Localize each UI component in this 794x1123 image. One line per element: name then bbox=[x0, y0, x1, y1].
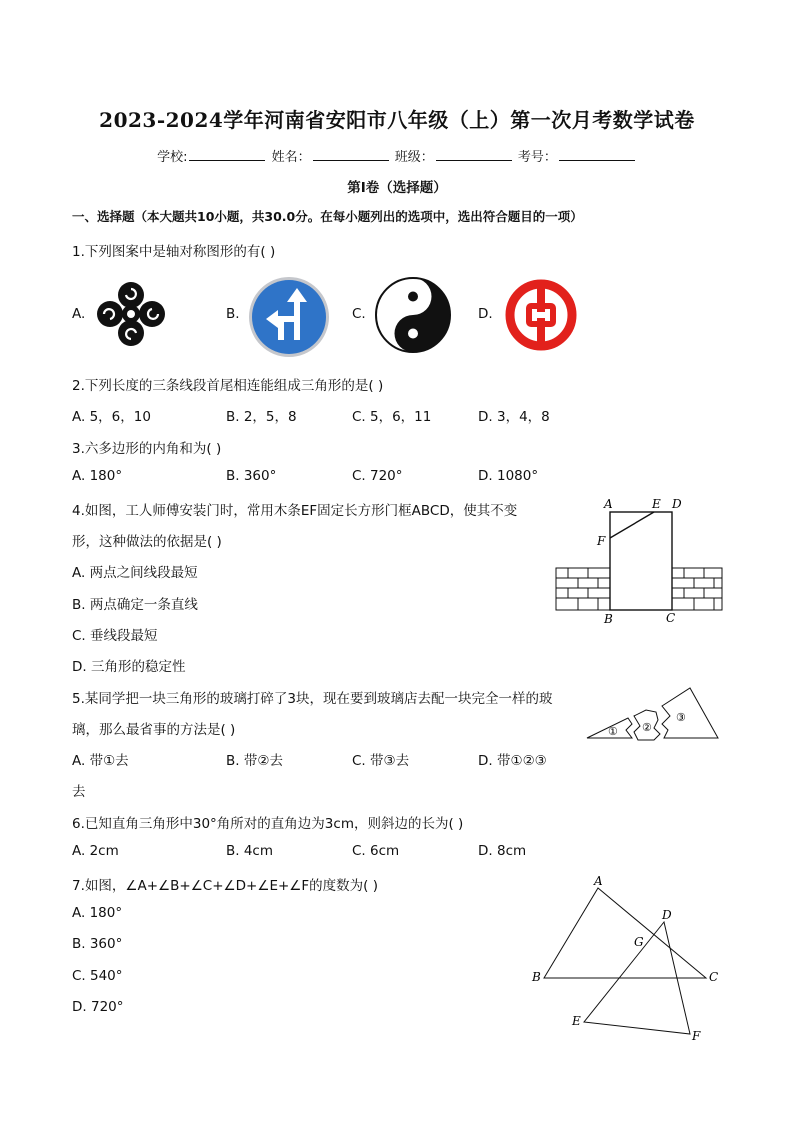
class-label: 班级： bbox=[394, 150, 434, 165]
school-blank[interactable] bbox=[189, 148, 265, 161]
q4-option-d: D. 三角形的稳定性 bbox=[72, 659, 186, 675]
q7-label-f: F bbox=[692, 1029, 701, 1043]
question-5-stem-line-2: 璃，那么最省事的方法是( ) bbox=[72, 722, 236, 738]
q3-option-c: C. 720° bbox=[352, 468, 403, 484]
school-label: 学校: bbox=[157, 150, 188, 165]
q7-option-b: B. 360° bbox=[72, 936, 123, 952]
q5-option-a: A. 带①去 bbox=[72, 753, 129, 769]
q4-label-a: A bbox=[604, 497, 613, 511]
question-4-stem-line-2: 形，这种做法的依据是( ) bbox=[72, 534, 222, 550]
broken-glass-figure bbox=[584, 684, 722, 742]
q6-option-b: B. 4cm bbox=[226, 843, 274, 859]
q7-label-c: C bbox=[709, 970, 719, 984]
q6-option-c: C. 6cm bbox=[352, 843, 400, 859]
question-6-stem: 6.已知直角三角形中30°角所对的直角边为3cm，则斜边的长为( ) bbox=[72, 816, 464, 832]
q7-option-c: C. 540° bbox=[72, 968, 123, 984]
name-label: 姓名： bbox=[271, 150, 311, 165]
question-3-stem: 3.六多边形的内角和为( ) bbox=[72, 441, 222, 457]
q4-label-d: D bbox=[672, 497, 682, 511]
name-blank[interactable] bbox=[313, 148, 389, 161]
swirl-knot-icon bbox=[90, 281, 172, 347]
q4-label-b: B bbox=[604, 612, 613, 626]
q7-label-g: G bbox=[634, 935, 644, 949]
q7-label-b: B bbox=[532, 970, 541, 984]
q7-option-a: A. 180° bbox=[72, 905, 123, 921]
exam-title: 2023-2024学年河南省安阳市八年级（上）第一次月考数学试卷 bbox=[99, 108, 695, 132]
glass-piece-2: ② bbox=[642, 721, 652, 734]
q5-option-c: C. 带③去 bbox=[352, 753, 410, 769]
q7-label-a: A bbox=[594, 874, 603, 888]
question-1-stem: 1.下列图案中是轴对称图形的有( ) bbox=[72, 244, 276, 260]
section-title: 第I卷（选择题） bbox=[347, 180, 447, 196]
q6-option-a: A. 2cm bbox=[72, 843, 119, 859]
q5-option-d: D. 带①②③ bbox=[478, 753, 547, 769]
q1-option-a-label: A. bbox=[72, 306, 86, 322]
glass-piece-3: ③ bbox=[676, 711, 686, 724]
q5-option-d-continued: 去 bbox=[72, 784, 86, 800]
q3-option-d: D. 1080° bbox=[478, 468, 539, 484]
q3-option-a: A. 180° bbox=[72, 468, 123, 484]
student-info-line bbox=[0, 146, 794, 165]
glass-piece-1: ① bbox=[608, 725, 618, 738]
class-blank[interactable] bbox=[436, 148, 512, 161]
q1-option-b-label: B. bbox=[226, 306, 240, 322]
q4-label-f: F bbox=[597, 534, 606, 548]
door-frame-figure bbox=[552, 494, 726, 628]
q4-option-c: C. 垂线段最短 bbox=[72, 628, 158, 644]
q4-label-c: C bbox=[666, 611, 676, 625]
part-one-heading: 一、选择题（本大题共10小题，共30.0分。在每小题列出的选项中，选出符合题目的一项） bbox=[72, 209, 583, 224]
q7-label-e: E bbox=[572, 1014, 581, 1028]
q6-option-d: D. 8cm bbox=[478, 843, 527, 859]
question-7-stem: 7.如图，∠A+∠B+∠C+∠D+∠E+∠F的度数为( ) bbox=[72, 878, 378, 894]
q2-option-a: A. 5，6，10 bbox=[72, 409, 151, 425]
number-blank[interactable] bbox=[559, 148, 635, 161]
q4-option-b: B. 两点确定一条直线 bbox=[72, 597, 198, 613]
question-4-stem-line-1: 4.如图，工人师傅安装门时，常用木条EF固定长方形门框ABCD，使其不变 bbox=[72, 503, 518, 519]
q1-option-c-label: C. bbox=[352, 306, 366, 322]
q4-option-a: A. 两点之间线段最短 bbox=[72, 565, 198, 581]
q5-option-b: B. 带②去 bbox=[226, 753, 283, 769]
q2-option-c: C. 5，6，11 bbox=[352, 409, 432, 425]
q7-label-d: D bbox=[662, 908, 672, 922]
yin-yang-icon bbox=[374, 276, 452, 354]
question-2-stem: 2.下列长度的三条线段首尾相连能组成三角形的是( ) bbox=[72, 378, 384, 394]
q2-option-d: D. 3，4，8 bbox=[478, 409, 550, 425]
q2-option-b: B. 2，5，8 bbox=[226, 409, 297, 425]
q7-option-d: D. 720° bbox=[72, 999, 124, 1015]
bank-logo-icon bbox=[502, 276, 580, 354]
question-5-stem-line-1: 5.某同学把一块三角形的玻璃打碎了3块，现在要到玻璃店去配一块完全一样的玻 bbox=[72, 691, 553, 707]
q1-option-d-label: D. bbox=[478, 306, 493, 322]
two-triangles-figure bbox=[528, 872, 724, 1044]
q4-label-e: E bbox=[652, 497, 661, 511]
traffic-sign-icon bbox=[248, 276, 330, 358]
number-label: 考号： bbox=[517, 150, 557, 165]
q3-option-b: B. 360° bbox=[226, 468, 277, 484]
